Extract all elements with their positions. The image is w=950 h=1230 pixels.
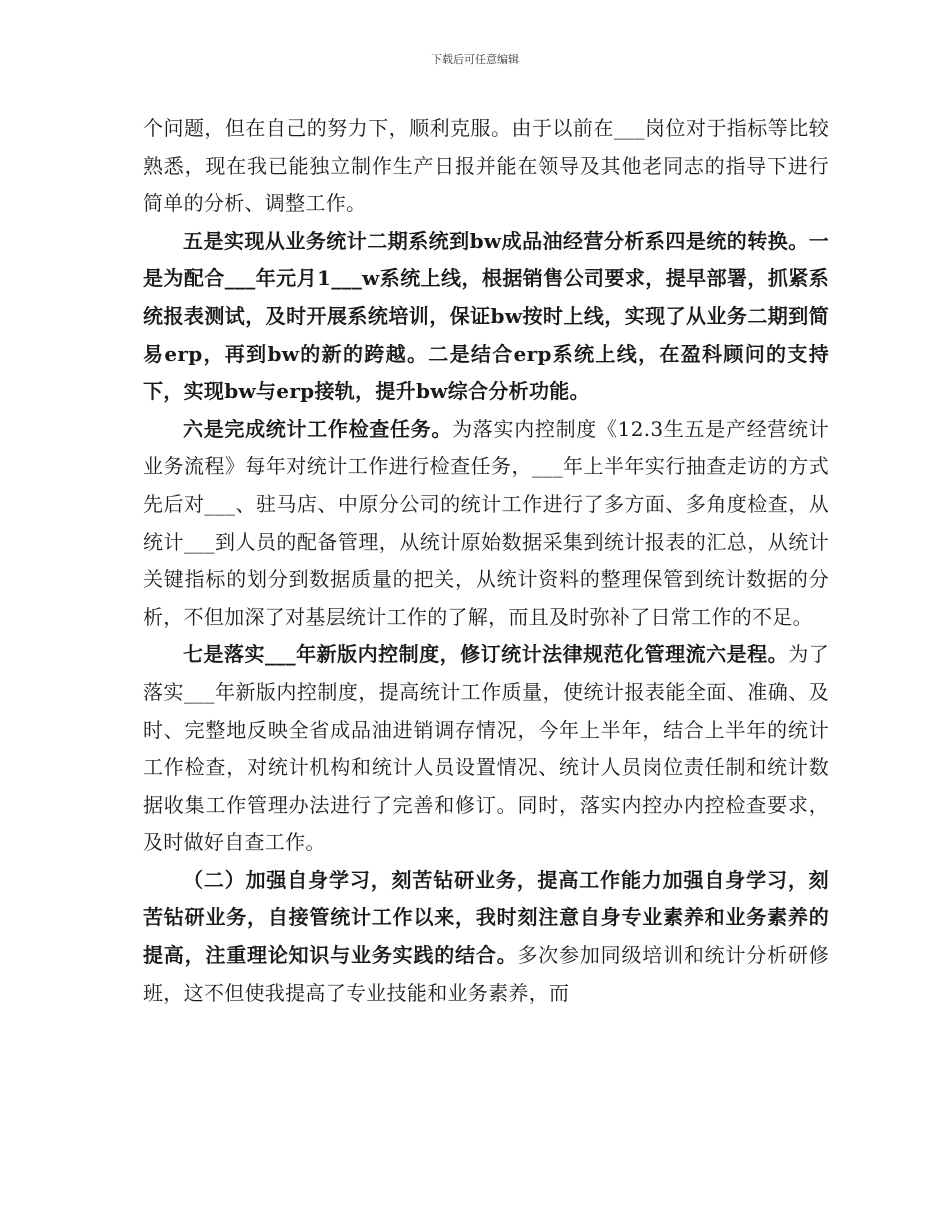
paragraph-3-text: 为落实内控制度《12.3生五是产经营统计业务流程》每年对统计工作进行检查任务，___年上半年实行抽查走访的方式先后对___、驻马店、中原分公司的统计工作进行了多方面、多角度检查，从统计___到人员的配备管理，从统计原始数据采集到统计报表的汇总，从统计关键指标的划分到数据质量的把关，从统计资料的整理保管到统计数据的分析，不但加深了对基层统计工作的了解，而且及时弥补了日常工作的不足。 xyxy=(143,416,830,629)
paragraph-4-bold: 七是落实___年新版内控制度，修订统计法律规范化管理流六是程。 xyxy=(183,642,789,667)
page-header: 下载后可任意编辑 xyxy=(431,53,519,66)
paragraph-5 xyxy=(143,862,829,1012)
paragraph-4 xyxy=(143,636,829,862)
paragraph-2-bold: 五是实现从业务统计二期系统到bw成品油经营分析系四是统的转换。一是为配合___年元月1___w系统上线，根据销售公司要求，提早部署，抓紧系统报表测试，及时开展系统培训，保证bw按时上线，实现了从业务二期到简易erp，再到bw的新的跨越。二是结合erp系统上线，在盈科顾问的支持下，实现bw与erp接轨，提升bw综合分析功能。 xyxy=(143,228,829,404)
paragraph-3 xyxy=(143,411,829,637)
paragraph-5-text: 多次参加同级培训和统计分析研修班，这不但使我提高了专业技能和业务素养，而 xyxy=(143,943,829,1005)
paragraph-4-text: 为了落实___年新版内控制度，提高统计工作质量，使统计报表能全面、准确、及时、完整地反映全省成品油进销调存情况，今年上半年，结合上半年的统计工作检查，对统计机构和统计人员设置情况、统计人员岗位责任制和统计数据收集工作管理办法进行了完善和修订。同时，落实内控办内控检查要求，及时做好自查工作。 xyxy=(143,642,829,855)
document-body xyxy=(143,110,829,1012)
paragraph-2 xyxy=(143,223,829,411)
paragraph-5-bold: （二）加强自身学习，刻苦钻研业务，提高工作能力加强自身学习，刻苦钻研业务，自接管统计工作以来，我时刻注意自身专业素养和业务素养的提高，注重理论知识与业务实践的结合。 xyxy=(143,867,829,968)
paragraph-3-bold: 六是完成统计工作检查任务。 xyxy=(183,416,453,441)
paragraph-1-text: 个问题，但在自己的努力下，顺利克服。由于以前在___岗位对于指标等比较熟悉，现在我已能独立制作生产日报并能在领导及其他老同志的指导下进行简单的分析、调整工作。 xyxy=(143,116,829,216)
paragraph-1 xyxy=(143,110,829,223)
